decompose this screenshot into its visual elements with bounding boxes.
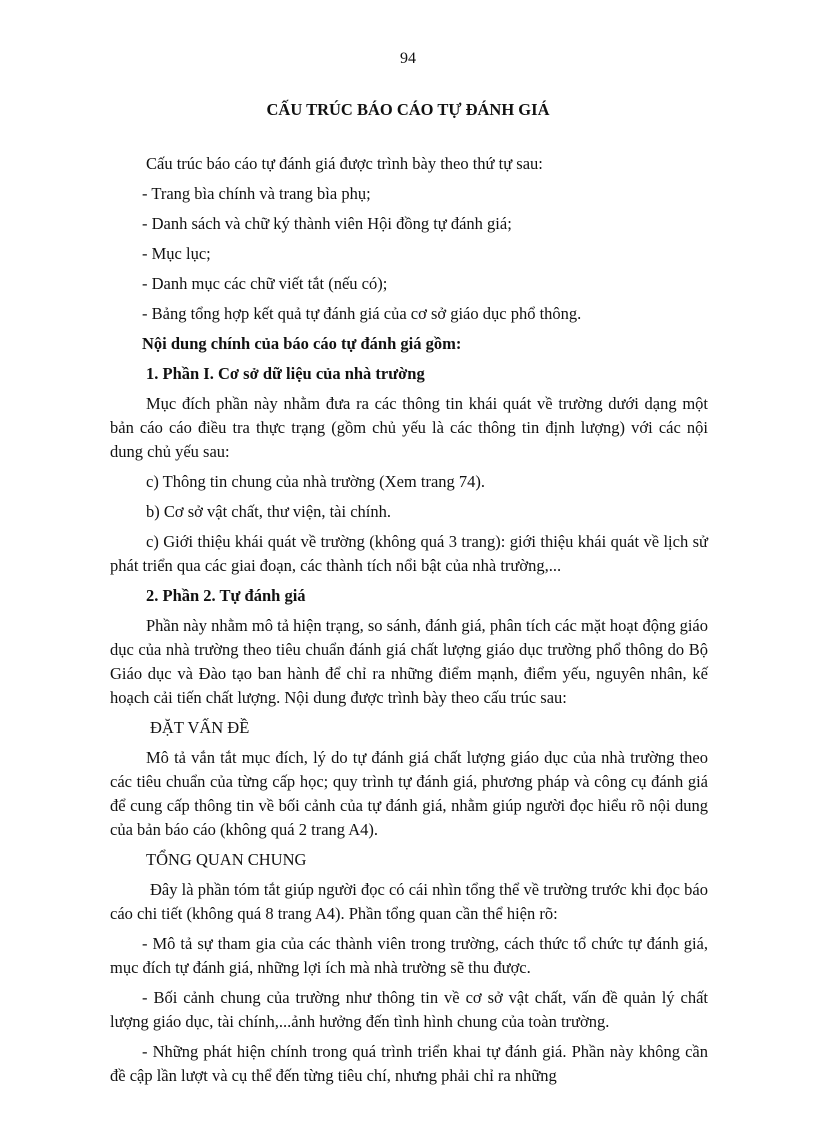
body-paragraph: Mô tả vắn tắt mục đích, lý do tự đánh giá chất lượng giáo dục của nhà trường theo các tiêu chuẩn của từng cấp học; quy trình tự đánh giá, phương pháp và công cụ đánh giá để cung cấp thông tin về bối cảnh của tự đánh giá, nhằm giúp người đọc hiểu rõ nội dung của bản báo cáo (không quá 2 trang A4). [110, 748, 708, 839]
subsection-heading: ĐẶT VẤN ĐỀ [150, 718, 250, 737]
list-item: b) Cơ sở vật chất, thư viện, tài chính. [146, 502, 391, 521]
list-item: - Bảng tổng hợp kết quả tự đánh giá của cơ sở giáo dục phổ thông. [142, 304, 582, 323]
list-item: - Trang bìa chính và trang bìa phụ; [142, 184, 371, 203]
list-item: c) Giới thiệu khái quát về trường (không quá 3 trang): giới thiệu khái quát về lịch sử phát triển qua các giai đoạn, các thành tích nổi bật của nhà trường,... [110, 532, 708, 575]
body-paragraph: Phần này nhằm mô tả hiện trạng, so sánh, đánh giá, phân tích các mặt hoạt động giáo dục của nhà trường theo tiêu chuẩn đánh giá chất lượng giáo dục trường phổ thông do Bộ Giáo dục và Đào tạo ban hành để chỉ ra những điểm mạnh, điểm yếu, nguyên nhân, kế hoạch cải tiến chất lượng. Nội dung được trình bày theo cấu trúc sau: [110, 616, 708, 707]
body-paragraph: Đây là phần tóm tắt giúp người đọc có cái nhìn tổng thể về trường trước khi đọc báo cáo chi tiết (không quá 8 trang A4). Phần tổng quan cần thể hiện rõ: [110, 880, 708, 923]
list-item: - Danh mục các chữ viết tắt (nếu có); [142, 274, 388, 293]
section-heading: Nội dung chính của báo cáo tự đánh giá gồm: [142, 334, 462, 353]
section-heading: 1. Phần I. Cơ sở dữ liệu của nhà trường [146, 364, 425, 383]
document-body [110, 152, 708, 1088]
section-heading: 2. Phần 2. Tự đánh giá [146, 586, 306, 605]
list-item: - Mục lục; [142, 244, 211, 263]
intro-paragraph: Cấu trúc báo cáo tự đánh giá được trình bày theo thứ tự sau: [146, 154, 543, 173]
subsection-heading: TỔNG QUAN CHUNG [146, 850, 307, 869]
list-item: - Những phát hiện chính trong quá trình triển khai tự đánh giá. Phần này không cần đề cập lần lượt và cụ thể đến từng tiêu chí, nhưng phải chỉ ra những [110, 1042, 708, 1085]
list-item: - Bối cảnh chung của trường như thông tin về cơ sở vật chất, vấn đề quản lý chất lượng giáo dục, tài chính,...ảnh hưởng đến tình hình chung của toàn trường. [110, 988, 708, 1031]
list-item: c) Thông tin chung của nhà trường (Xem trang 74). [146, 472, 486, 491]
body-paragraph: Mục đích phần này nhằm đưa ra các thông tin khái quát về trường dưới dạng một bản cáo cáo điều tra thực trạng (gồm chủ yếu là các thông tin định lượng) với các nội dung chủ yếu sau: [110, 394, 708, 461]
page-title: CẤU TRÚC BÁO CÁO TỰ ĐÁNH GIÁ [266, 100, 550, 119]
list-item: - Danh sách và chữ ký thành viên Hội đồng tự đánh giá; [142, 214, 512, 233]
list-item: - Mô tả sự tham gia của các thành viên trong trường, cách thức tổ chức tự đánh giá, mục đích tự đánh giá, những lợi ích mà nhà trường sẽ thu được. [110, 934, 708, 977]
page-number: 94 [400, 50, 416, 67]
